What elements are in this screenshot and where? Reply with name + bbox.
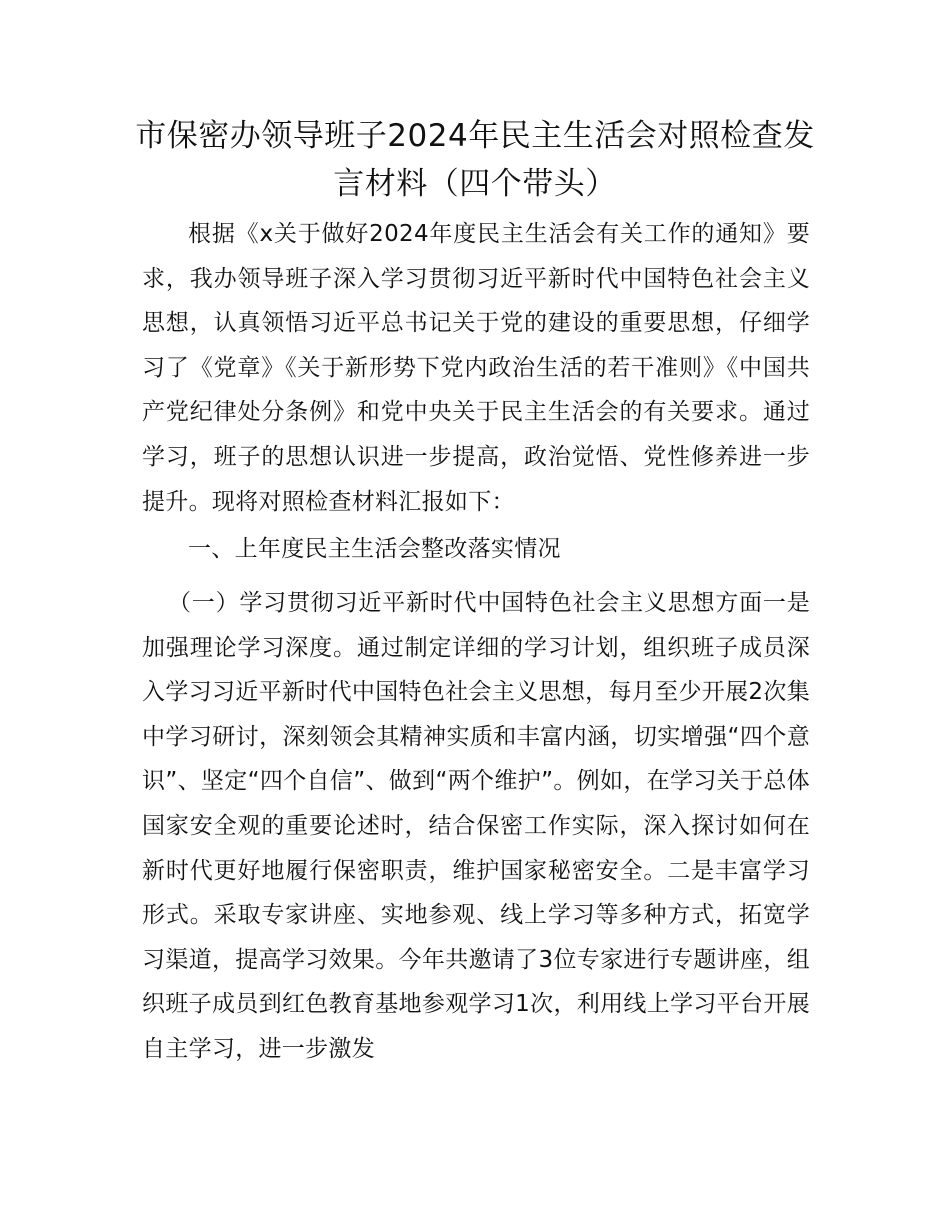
section-heading: 一、上年度民主生活会整改落实情况 bbox=[188, 536, 561, 562]
intro-paragraph: 根据《x关于做好2024年度民主生活会有关工作的通知》要求，我办领导班子深入学习贯彻习近平新时代中国特色社会主义思想，认真领悟习近平总书记关于党的建设的重要思想，仔细学习了《党章》《关于新形势下党内政治生活的若干准则》《中国共产党纪律处分条例》和党中央关于民主生活会的有关要求。通过学习，班子的思想认识进一步提高，政治觉悟、党性修养进一步提升。现将对照检查材料汇报如下： bbox=[142, 221, 810, 515]
body-paragraph: （一）学习贯彻习近平新时代中国特色社会主义思想方面一是加强理论学习深度。通过制定详细的学习计划，组织班子成员深入学习习近平新时代中国特色社会主义思想，每月至少开展2次集中学习研讨，深刻领会其精神实质和丰富内涵，切实增强“四个意识”、坚定“四个自信”、做到“两个维护”。例如，在学习关于总体国家安全观的重要论述时，结合保密工作实际，深入探讨如何在新时代更好地履行保密职责，维护国家秘密安全。二是丰富学习形式。采取专家讲座、实地参观、线上学习等多种方式，拓宽学习渠道，提高学习效果。今年共邀请了3位专家进行专题讲座，组织班子成员到红色教育基地参观学习1次，利用线上学习平台开展自主学习，进一步激发 bbox=[142, 590, 810, 1062]
document-title: 市保密办领导班子2024年民主生活会对照检查发言材料（四个带头） bbox=[135, 118, 815, 202]
